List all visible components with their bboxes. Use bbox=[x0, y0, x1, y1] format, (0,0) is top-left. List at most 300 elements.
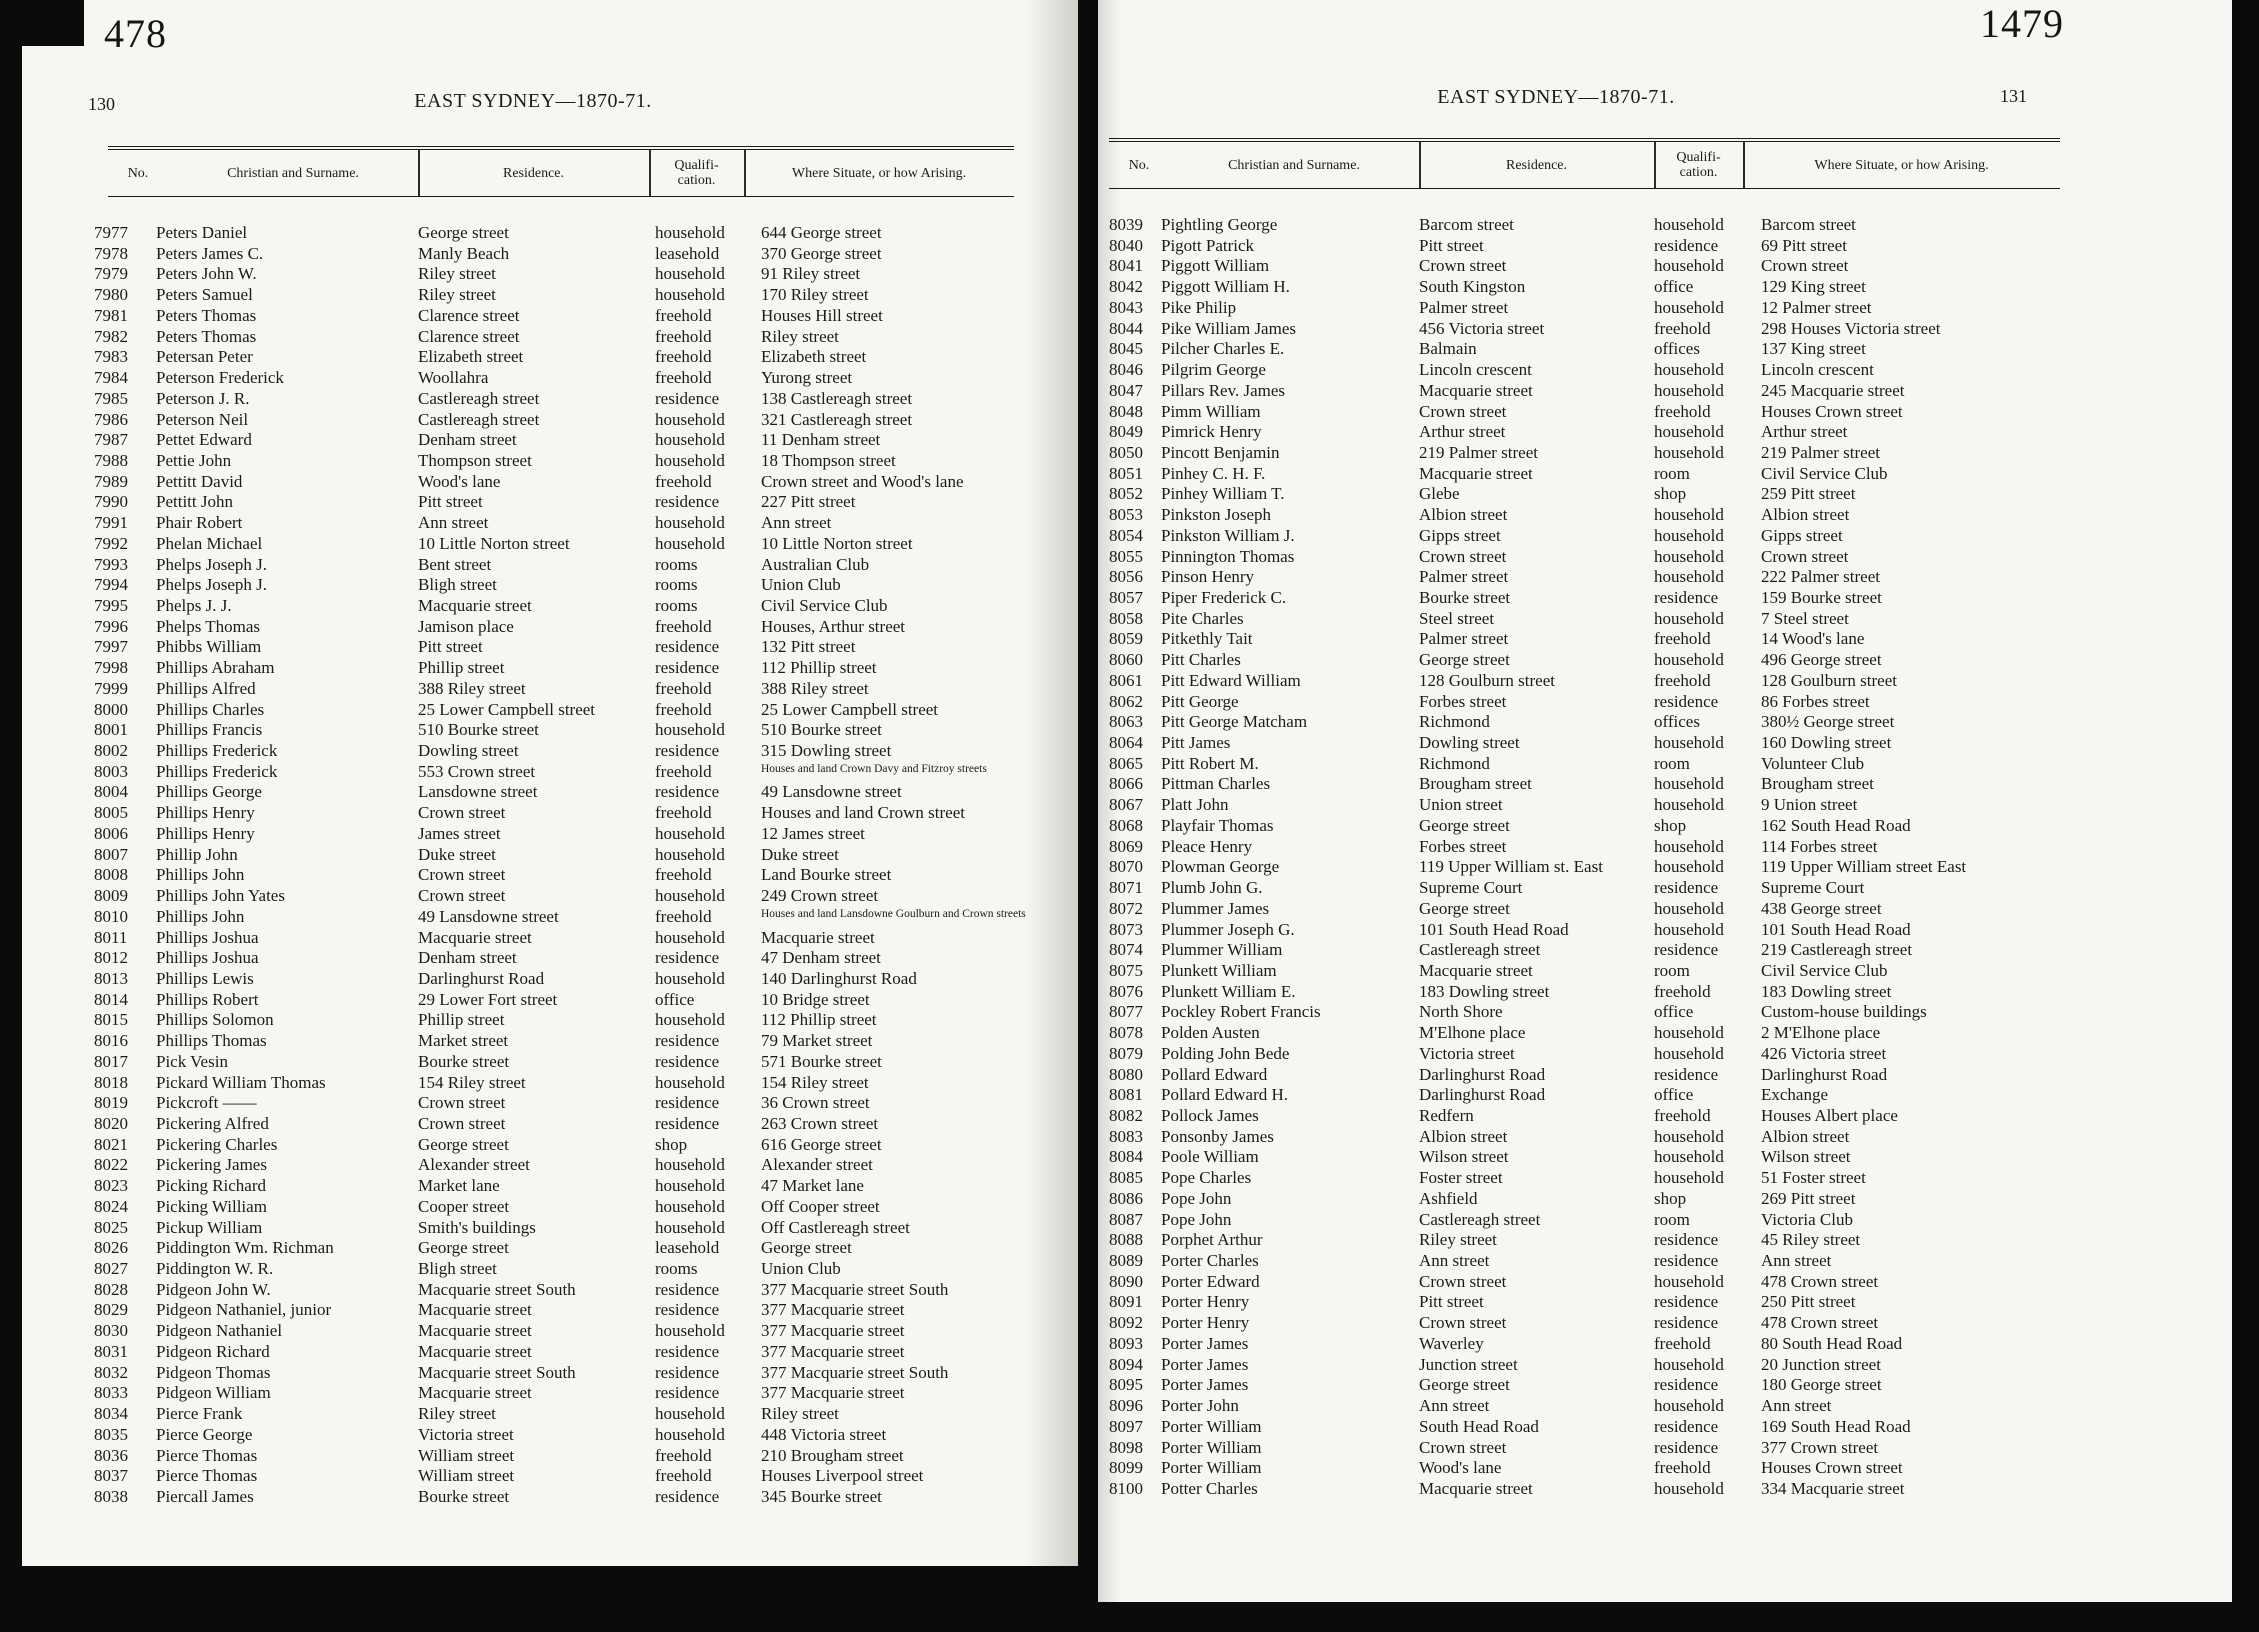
elector-name: Pettet Edward bbox=[156, 430, 252, 450]
qualification: freehold bbox=[655, 865, 712, 885]
entry-number: 7991 bbox=[94, 513, 128, 533]
header-qualification-line2: cation. bbox=[677, 173, 716, 188]
residence: Pitt street bbox=[1419, 235, 1484, 255]
where-situate: 12 James street bbox=[761, 823, 865, 843]
where-situate: 426 Victoria street bbox=[1761, 1043, 1887, 1063]
where-situate: Off Cooper street bbox=[761, 1196, 880, 1216]
residence: Steel street bbox=[1419, 608, 1495, 628]
qualification: freehold bbox=[1654, 981, 1711, 1001]
where-situate: Elizabeth street bbox=[761, 347, 867, 367]
elector-name: Pickard William Thomas bbox=[156, 1072, 326, 1092]
elector-name: Porter William bbox=[1161, 1416, 1262, 1436]
elector-name: Phillips Frederick bbox=[156, 761, 278, 781]
qualification: leasehold bbox=[655, 1238, 720, 1258]
elector-name: Pitt Robert M. bbox=[1161, 753, 1259, 773]
elector-name: Pitt George Matcham bbox=[1161, 712, 1308, 732]
where-situate: 478 Crown street bbox=[1761, 1313, 1879, 1333]
where-situate: 91 Riley street bbox=[761, 264, 861, 284]
roll-entry bbox=[22, 1382, 1078, 1403]
residence: Foster street bbox=[1419, 1168, 1503, 1188]
where-situate: 370 George street bbox=[761, 243, 882, 263]
entry-number: 7977 bbox=[94, 223, 128, 242]
entry-number: 8037 bbox=[94, 1466, 128, 1486]
entry-number: 8020 bbox=[94, 1114, 128, 1133]
where-situate: Civil Service Club bbox=[1761, 960, 1888, 980]
where-situate: 162 South Head Road bbox=[1761, 815, 1911, 835]
qualification: household bbox=[1654, 795, 1724, 815]
roll-entry bbox=[1098, 1416, 2232, 1437]
elector-name: Pimm William bbox=[1161, 401, 1261, 421]
residence: Macquarie street South bbox=[418, 1362, 576, 1382]
header-name: Christian and Surname. bbox=[227, 165, 359, 181]
elector-name: Piggott William bbox=[1161, 256, 1270, 276]
header-qualification-line1: Qualifi- bbox=[674, 158, 719, 173]
residence: Ann street bbox=[418, 513, 489, 533]
header-where-situate: Where Situate, or how Arising. bbox=[1814, 157, 1989, 173]
roll-entry bbox=[22, 1154, 1078, 1175]
roll-entry bbox=[1098, 297, 2232, 318]
elector-name: Ponsonby James bbox=[1161, 1126, 1274, 1146]
elector-name: Pike William James bbox=[1161, 318, 1296, 338]
residence: 49 Lansdowne street bbox=[418, 906, 559, 926]
entry-number: 8085 bbox=[1109, 1168, 1143, 1188]
elector-name: Phelan Michael bbox=[156, 533, 263, 553]
residence: Macquarie street bbox=[1419, 463, 1533, 483]
qualification: residence bbox=[1654, 1437, 1719, 1457]
entry-number: 8036 bbox=[94, 1445, 128, 1465]
residence: Market street bbox=[418, 1031, 509, 1051]
residence: Crown street bbox=[1419, 256, 1507, 276]
qualification: household bbox=[1654, 1147, 1724, 1167]
residence: Cooper street bbox=[418, 1196, 510, 1216]
where-situate: 132 Pitt street bbox=[761, 637, 856, 657]
qualification: residence bbox=[655, 637, 720, 657]
roll-entry bbox=[22, 409, 1078, 430]
entry-number: 8021 bbox=[94, 1134, 128, 1154]
elector-name: Pollock James bbox=[1161, 1106, 1259, 1125]
entry-number: 8042 bbox=[1109, 277, 1143, 297]
qualification: household bbox=[655, 285, 725, 305]
elector-name: Pockley Robert Francis bbox=[1161, 1002, 1321, 1022]
qualification: residence bbox=[655, 1362, 720, 1382]
elector-name: Pickcroft —— bbox=[156, 1093, 257, 1113]
entry-number: 7997 bbox=[94, 637, 128, 657]
where-situate: Arthur street bbox=[1761, 422, 1848, 442]
where-situate: 154 Riley street bbox=[761, 1072, 869, 1092]
qualification: office bbox=[1654, 277, 1694, 297]
residence: Duke street bbox=[418, 844, 496, 864]
entry-number: 8040 bbox=[1109, 235, 1143, 255]
entry-number: 8071 bbox=[1109, 878, 1143, 897]
entry-number: 8056 bbox=[1109, 567, 1143, 587]
residence: Macquarie street bbox=[1419, 380, 1533, 400]
elector-name: Plowman George bbox=[1161, 857, 1280, 877]
residence: Bligh street bbox=[418, 575, 497, 595]
entry-number: 8014 bbox=[94, 989, 128, 1009]
where-situate: 377 Macquarie street South bbox=[761, 1279, 949, 1299]
roll-entry bbox=[22, 1279, 1078, 1300]
where-situate: 222 Palmer street bbox=[1761, 567, 1880, 587]
elector-name: Picking Richard bbox=[156, 1176, 267, 1196]
where-situate: George street bbox=[761, 1238, 852, 1258]
qualification: freehold bbox=[655, 803, 712, 823]
roll-entry bbox=[22, 1299, 1078, 1320]
residence: 154 Riley street bbox=[418, 1072, 526, 1092]
where-situate: 138 Castlereagh street bbox=[761, 388, 913, 408]
qualification: household bbox=[1654, 919, 1724, 939]
residence: Riley street bbox=[418, 285, 496, 305]
roll-entries bbox=[22, 0, 1078, 1566]
entry-number: 8033 bbox=[94, 1383, 128, 1403]
where-situate: 377 Crown street bbox=[1761, 1437, 1879, 1457]
elector-name: Peters Samuel bbox=[156, 285, 253, 305]
entry-number: 8028 bbox=[94, 1279, 128, 1299]
qualification: household bbox=[655, 844, 725, 864]
entry-number: 7995 bbox=[94, 596, 128, 615]
residence: Crown street bbox=[418, 1093, 506, 1113]
elector-name: Peters Thomas bbox=[156, 326, 257, 346]
qualification: residence bbox=[655, 1300, 720, 1320]
residence: George street bbox=[418, 223, 509, 242]
roll-entry bbox=[1098, 1312, 2232, 1333]
folio-stamp-right: 1479 bbox=[1980, 1, 2064, 46]
qualification: office bbox=[1654, 1002, 1694, 1022]
roll-entry bbox=[1098, 691, 2232, 712]
elector-name: Pleace Henry bbox=[1161, 836, 1253, 856]
elector-name: Phillips Abraham bbox=[156, 658, 275, 678]
where-situate: 219 Castlereagh street bbox=[1761, 940, 1913, 960]
entry-number: 7993 bbox=[94, 554, 128, 574]
elector-name: Porter Henry bbox=[1161, 1292, 1250, 1312]
qualification: household bbox=[655, 533, 725, 553]
qualification: household bbox=[1654, 297, 1724, 317]
residence: Palmer street bbox=[1419, 567, 1509, 587]
where-situate: 101 South Head Road bbox=[1761, 919, 1911, 939]
entry-number: 8009 bbox=[94, 886, 128, 905]
roll-entry bbox=[1098, 566, 2232, 587]
entry-number: 7992 bbox=[94, 533, 128, 553]
qualification: residence bbox=[1654, 588, 1719, 607]
qualification: residence bbox=[655, 1051, 720, 1071]
roll-entry bbox=[22, 1320, 1078, 1341]
entry-number: 8002 bbox=[94, 741, 128, 760]
entry-number: 7978 bbox=[94, 243, 128, 263]
roll-entry bbox=[22, 719, 1078, 740]
roll-entry bbox=[22, 636, 1078, 657]
where-situate: Houses Crown street bbox=[1761, 1458, 1903, 1478]
where-situate: Wilson street bbox=[1761, 1147, 1851, 1167]
qualification: household bbox=[655, 1155, 725, 1175]
where-situate: Ann street bbox=[1761, 1251, 1832, 1270]
where-situate: Volunteer Club bbox=[1761, 753, 1865, 773]
roll-entry bbox=[1098, 856, 2232, 877]
residence: 101 South Head Road bbox=[1419, 919, 1569, 939]
residence: George street bbox=[1419, 650, 1510, 670]
roll-entry bbox=[22, 740, 1078, 761]
elector-name: Pierce Thomas bbox=[156, 1466, 258, 1486]
roll-entry bbox=[1098, 877, 2232, 898]
qualification: office bbox=[1654, 1085, 1694, 1105]
elector-name: Phelps Thomas bbox=[156, 616, 261, 636]
where-situate: Yurong street bbox=[761, 368, 853, 387]
residence: 10 Little Norton street bbox=[418, 533, 570, 553]
roll-entry bbox=[1098, 442, 2232, 463]
elector-name: Pierce Frank bbox=[156, 1404, 243, 1423]
elector-name: Piggott William H. bbox=[1161, 277, 1290, 297]
where-situate: 47 Market lane bbox=[761, 1176, 864, 1196]
roll-entry bbox=[1098, 670, 2232, 691]
where-situate: Lincoln crescent bbox=[1761, 360, 1874, 379]
entry-number: 7994 bbox=[94, 575, 128, 595]
where-situate: 315 Dowling street bbox=[761, 741, 892, 760]
where-situate: Houses Hill street bbox=[761, 305, 883, 325]
roll-entry bbox=[1098, 214, 2232, 235]
roll-entry bbox=[22, 554, 1078, 575]
elector-name: Pettitt John bbox=[156, 492, 233, 512]
qualification: rooms bbox=[655, 1259, 698, 1278]
residence: Castlereagh street bbox=[1419, 940, 1541, 960]
residence: 128 Goulburn street bbox=[1419, 670, 1555, 690]
roll-entry bbox=[22, 491, 1078, 512]
where-situate: 377 Macquarie street bbox=[761, 1341, 905, 1361]
entry-number: 8012 bbox=[94, 948, 128, 968]
entry-number: 8032 bbox=[94, 1362, 128, 1382]
roll-entry bbox=[22, 512, 1078, 533]
where-situate: 160 Dowling street bbox=[1761, 733, 1892, 752]
entry-number: 8044 bbox=[1109, 318, 1143, 338]
entry-number: 7982 bbox=[94, 326, 128, 346]
entry-number: 8015 bbox=[94, 1010, 128, 1030]
elector-name: Phillips Francis bbox=[156, 720, 263, 740]
elector-name: Phelps Joseph J. bbox=[156, 554, 267, 574]
elector-name: Pick Vesin bbox=[156, 1051, 228, 1071]
residence: Barcom street bbox=[1419, 215, 1514, 234]
elector-name: Porter Charles bbox=[1161, 1251, 1259, 1270]
elector-name: Playfair Thomas bbox=[1161, 815, 1274, 835]
residence: George street bbox=[1419, 1375, 1510, 1395]
roll-entry bbox=[22, 388, 1078, 409]
entry-number: 7987 bbox=[94, 430, 128, 450]
roll-entry bbox=[22, 1237, 1078, 1258]
residence: Wood's lane bbox=[418, 471, 501, 491]
entry-number: 8061 bbox=[1109, 670, 1143, 690]
entry-number: 8057 bbox=[1109, 588, 1143, 607]
where-situate: 210 Brougham street bbox=[761, 1445, 904, 1465]
roll-entry bbox=[22, 1445, 1078, 1466]
qualification: rooms bbox=[655, 575, 698, 595]
roll-entry bbox=[22, 699, 1078, 720]
where-situate: 377 Macquarie street bbox=[761, 1300, 905, 1320]
entry-number: 7983 bbox=[94, 347, 128, 367]
entry-number: 8019 bbox=[94, 1093, 128, 1113]
roll-entry bbox=[22, 367, 1078, 388]
entry-number: 8004 bbox=[94, 782, 128, 802]
roll-entry bbox=[1098, 1126, 2232, 1147]
elector-name: Phillips Charles bbox=[156, 699, 265, 719]
page-left bbox=[22, 0, 1078, 1566]
qualification: room bbox=[1654, 753, 1690, 773]
roll-entry bbox=[1098, 483, 2232, 504]
where-situate: 571 Bourke street bbox=[761, 1051, 882, 1071]
residence: Riley street bbox=[1419, 1230, 1497, 1250]
residence: Albion street bbox=[1419, 505, 1508, 525]
roll-entry bbox=[1098, 960, 2232, 981]
entry-number: 8039 bbox=[1109, 215, 1143, 234]
elector-name: Pite Charles bbox=[1161, 608, 1244, 628]
where-situate: Victoria Club bbox=[1761, 1209, 1853, 1229]
residence: Forbes street bbox=[1419, 836, 1507, 856]
entry-number: 8026 bbox=[94, 1238, 128, 1258]
residence: Phillip street bbox=[418, 658, 505, 678]
elector-name: Phillips Solomon bbox=[156, 1010, 274, 1030]
entry-number: 8093 bbox=[1109, 1333, 1143, 1353]
entry-number: 8011 bbox=[94, 927, 128, 947]
entry-number: 8059 bbox=[1109, 629, 1143, 649]
where-situate: Riley street bbox=[761, 326, 839, 346]
residence: 183 Dowling street bbox=[1419, 981, 1550, 1001]
qualification: freehold bbox=[655, 616, 712, 636]
qualification: household bbox=[1654, 1478, 1724, 1498]
entry-number: 8062 bbox=[1109, 691, 1143, 711]
qualification: household bbox=[655, 1404, 725, 1423]
where-situate: 219 Palmer street bbox=[1761, 442, 1880, 462]
roll-entry bbox=[22, 222, 1078, 243]
where-situate: 298 Houses Victoria street bbox=[1761, 318, 1941, 338]
residence: Junction street bbox=[1419, 1354, 1518, 1374]
elector-name: Pettitt David bbox=[156, 471, 243, 491]
entry-number: 8094 bbox=[1109, 1354, 1143, 1374]
where-situate: Houses Crown street bbox=[1761, 401, 1903, 421]
residence: Macquarie street bbox=[418, 1321, 532, 1341]
residence: Palmer street bbox=[1419, 629, 1509, 649]
elector-name: Pitkethly Tait bbox=[1161, 629, 1253, 649]
entry-number: 8076 bbox=[1109, 981, 1143, 1001]
entry-number: 8027 bbox=[94, 1259, 128, 1278]
qualification: household bbox=[655, 968, 725, 988]
residence: North Shore bbox=[1419, 1002, 1503, 1022]
qualification: office bbox=[655, 989, 695, 1009]
residence: Richmond bbox=[1419, 712, 1490, 732]
where-situate: 377 Macquarie street bbox=[761, 1383, 905, 1403]
residence: Palmer street bbox=[1419, 297, 1509, 317]
entry-number: 8077 bbox=[1109, 1002, 1143, 1022]
entry-number: 8000 bbox=[94, 699, 128, 719]
residence: Macquarie street South bbox=[418, 1279, 576, 1299]
entry-number: 8100 bbox=[1109, 1478, 1143, 1498]
entry-number: 8013 bbox=[94, 968, 128, 988]
residence: Darlinghurst Road bbox=[1419, 1064, 1546, 1084]
qualification: freehold bbox=[655, 761, 712, 781]
residence: Bligh street bbox=[418, 1259, 497, 1278]
qualification: residence bbox=[655, 492, 720, 512]
elector-name: Phillips John bbox=[156, 906, 245, 926]
entry-number: 8099 bbox=[1109, 1458, 1143, 1478]
residence: South Head Road bbox=[1419, 1416, 1539, 1436]
roll-entry bbox=[1098, 1291, 2232, 1312]
where-situate: Ann street bbox=[1761, 1396, 1832, 1415]
where-situate: 45 Riley street bbox=[1761, 1230, 1861, 1250]
entry-number: 8096 bbox=[1109, 1396, 1143, 1415]
qualification: residence bbox=[1654, 1375, 1719, 1395]
scan-border bbox=[0, 0, 84, 46]
residence: Redfern bbox=[1419, 1106, 1474, 1125]
entry-number: 8031 bbox=[94, 1341, 128, 1361]
where-situate: 345 Bourke street bbox=[761, 1486, 882, 1506]
qualification: freehold bbox=[1654, 1106, 1711, 1125]
residence: South Kingston bbox=[1419, 277, 1526, 297]
qualification: residence bbox=[655, 1486, 720, 1506]
residence: Union street bbox=[1419, 795, 1503, 815]
qualification: household bbox=[655, 886, 725, 905]
roll-entry bbox=[22, 802, 1078, 823]
roll-entry bbox=[1098, 587, 2232, 608]
roll-entry bbox=[22, 864, 1078, 885]
entry-number: 8024 bbox=[94, 1196, 128, 1216]
qualification: household bbox=[1654, 1396, 1724, 1415]
roll-entry bbox=[22, 1465, 1078, 1486]
qualification: household bbox=[655, 430, 725, 450]
elector-name: Phillips Frederick bbox=[156, 741, 278, 760]
qualification: household bbox=[1654, 505, 1724, 525]
entry-number: 8007 bbox=[94, 844, 128, 864]
elector-name: Porphet Arthur bbox=[1161, 1230, 1263, 1250]
roll-entry bbox=[1098, 939, 2232, 960]
roll-entry bbox=[1098, 711, 2232, 732]
where-situate: 119 Upper William street East bbox=[1761, 857, 1967, 877]
where-situate: 183 Dowling street bbox=[1761, 981, 1892, 1001]
qualification: residence bbox=[1654, 940, 1719, 960]
qualification: freehold bbox=[655, 305, 712, 325]
entry-number: 8063 bbox=[1109, 712, 1143, 732]
residence: M'Elhone place bbox=[1419, 1023, 1526, 1043]
elector-name: Pickering Alfred bbox=[156, 1114, 269, 1133]
roll-entry bbox=[1098, 1167, 2232, 1188]
roll-entry bbox=[1098, 1457, 2232, 1478]
where-situate: 334 Macquarie street bbox=[1761, 1478, 1905, 1498]
entry-number: 8081 bbox=[1109, 1085, 1143, 1105]
entry-number: 7999 bbox=[94, 678, 128, 698]
residence: Riley street bbox=[418, 1404, 496, 1423]
elector-name: Peters Daniel bbox=[156, 223, 248, 242]
entry-number: 8065 bbox=[1109, 753, 1143, 773]
page-title: EAST SYDNEY—1870-71. bbox=[414, 90, 652, 112]
residence: Castlereagh street bbox=[1419, 1209, 1541, 1229]
residence: Ann street bbox=[1419, 1396, 1490, 1415]
elector-name: Peters James C. bbox=[156, 243, 264, 263]
roll-entry bbox=[22, 1362, 1078, 1383]
where-situate: Crown street and Wood's lane bbox=[761, 471, 964, 491]
entry-number: 8003 bbox=[94, 761, 128, 781]
roll-entry bbox=[22, 1403, 1078, 1424]
residence: Woollahra bbox=[418, 368, 489, 387]
qualification: freehold bbox=[655, 1445, 712, 1465]
elector-name: Phillips Lewis bbox=[156, 968, 254, 988]
entry-number: 7996 bbox=[94, 616, 128, 636]
where-situate: 49 Lansdowne street bbox=[761, 782, 902, 802]
where-situate: Ann street bbox=[761, 513, 832, 533]
residence: Ashfield bbox=[1419, 1188, 1478, 1208]
qualification: freehold bbox=[655, 347, 712, 367]
entry-number: 8072 bbox=[1109, 898, 1143, 918]
elector-name: Phillips Joshua bbox=[156, 948, 259, 968]
residence: George street bbox=[418, 1134, 509, 1154]
where-situate: 11 Denham street bbox=[761, 430, 881, 450]
entry-number: 8088 bbox=[1109, 1230, 1143, 1250]
where-situate: 388 Riley street bbox=[761, 678, 869, 698]
roll-entry bbox=[22, 1051, 1078, 1072]
roll-entry bbox=[22, 1341, 1078, 1362]
where-situate: 380½ George street bbox=[1761, 712, 1895, 732]
